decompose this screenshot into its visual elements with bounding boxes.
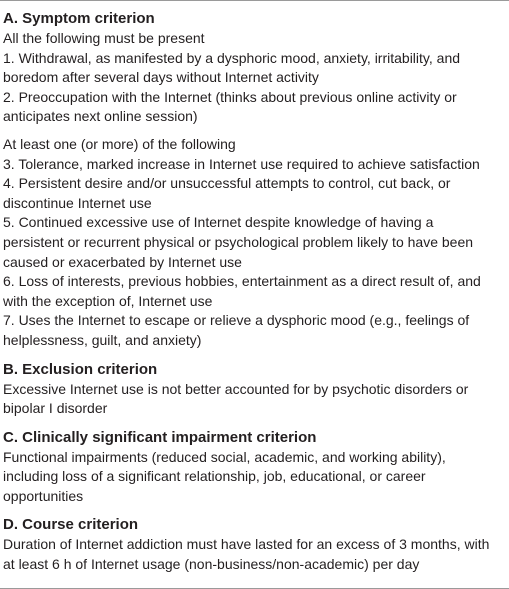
section-b [3, 360, 505, 419]
section-d-line: at least 6 h of Internet usage (non-business/non-academic) per day [3, 556, 420, 573]
section-a-intro-2: At least one (or more) of the following [3, 135, 236, 152]
section-a-line: 4. Persistent desire and/or unsuccessful attempts to control, cut back, or [3, 175, 451, 192]
section-c-line: opportunities [3, 487, 84, 504]
section-b-line: Excessive Internet use is not better accounted for by psychotic disorders or [3, 380, 469, 397]
section-d-line: Duration of Internet addiction must have lasted for an excess of 3 months, with [3, 536, 490, 553]
criteria-content [3, 9, 505, 575]
section-a-line: 6. Loss of interests, previous hobbies, entertainment as a direct result of, and [3, 273, 481, 290]
section-a-line: 5. Continued excessive use of Internet despite knowledge of having a [3, 214, 434, 231]
section-d [3, 515, 505, 574]
section-a [3, 9, 505, 351]
section-a-line: persistent or recurrent physical or psychological problem likely to have been [3, 233, 474, 250]
section-a-line: with the exception of, Internet use [3, 292, 213, 309]
section-c-title: C. Clinically significant impairment criterion [3, 428, 317, 446]
section-b-title: B. Exclusion criterion [3, 360, 158, 378]
section-a-line: 7. Uses the Internet to escape or relieve a dysphoric mood (e.g., feelings of [3, 312, 470, 329]
section-c [3, 428, 505, 507]
section-a-line: 1. Withdrawal, as manifested by a dysphoric mood, anxiety, irritability, and [3, 49, 461, 66]
section-a-line: anticipates next online session) [3, 108, 198, 125]
section-a-line: discontinue Internet use [3, 194, 152, 211]
section-a-title: A. Symptom criterion [3, 10, 155, 27]
section-d-title: D. Course criterion [3, 516, 139, 534]
section-a-line: 2. Preoccupation with the Internet (thinks about previous online activity or [3, 88, 457, 105]
section-a-line: 3. Tolerance, marked increase in Internet use required to achieve satisfaction [3, 155, 480, 172]
section-c-line: including loss of a significant relationship, job, educational, or career [3, 468, 426, 485]
section-c-line: Functional impairments (reduced social, academic, and working ability), [3, 448, 446, 465]
section-a-intro: All the following must be present [3, 30, 205, 46]
section-a-line: boredom after several days without Internet activity [3, 69, 319, 86]
section-b-line: bipolar I disorder [3, 400, 108, 417]
section-a-line: caused or exacerbated by Internet use [3, 253, 242, 270]
section-a-line: helplessness, guilt, and anxiety) [3, 331, 202, 348]
